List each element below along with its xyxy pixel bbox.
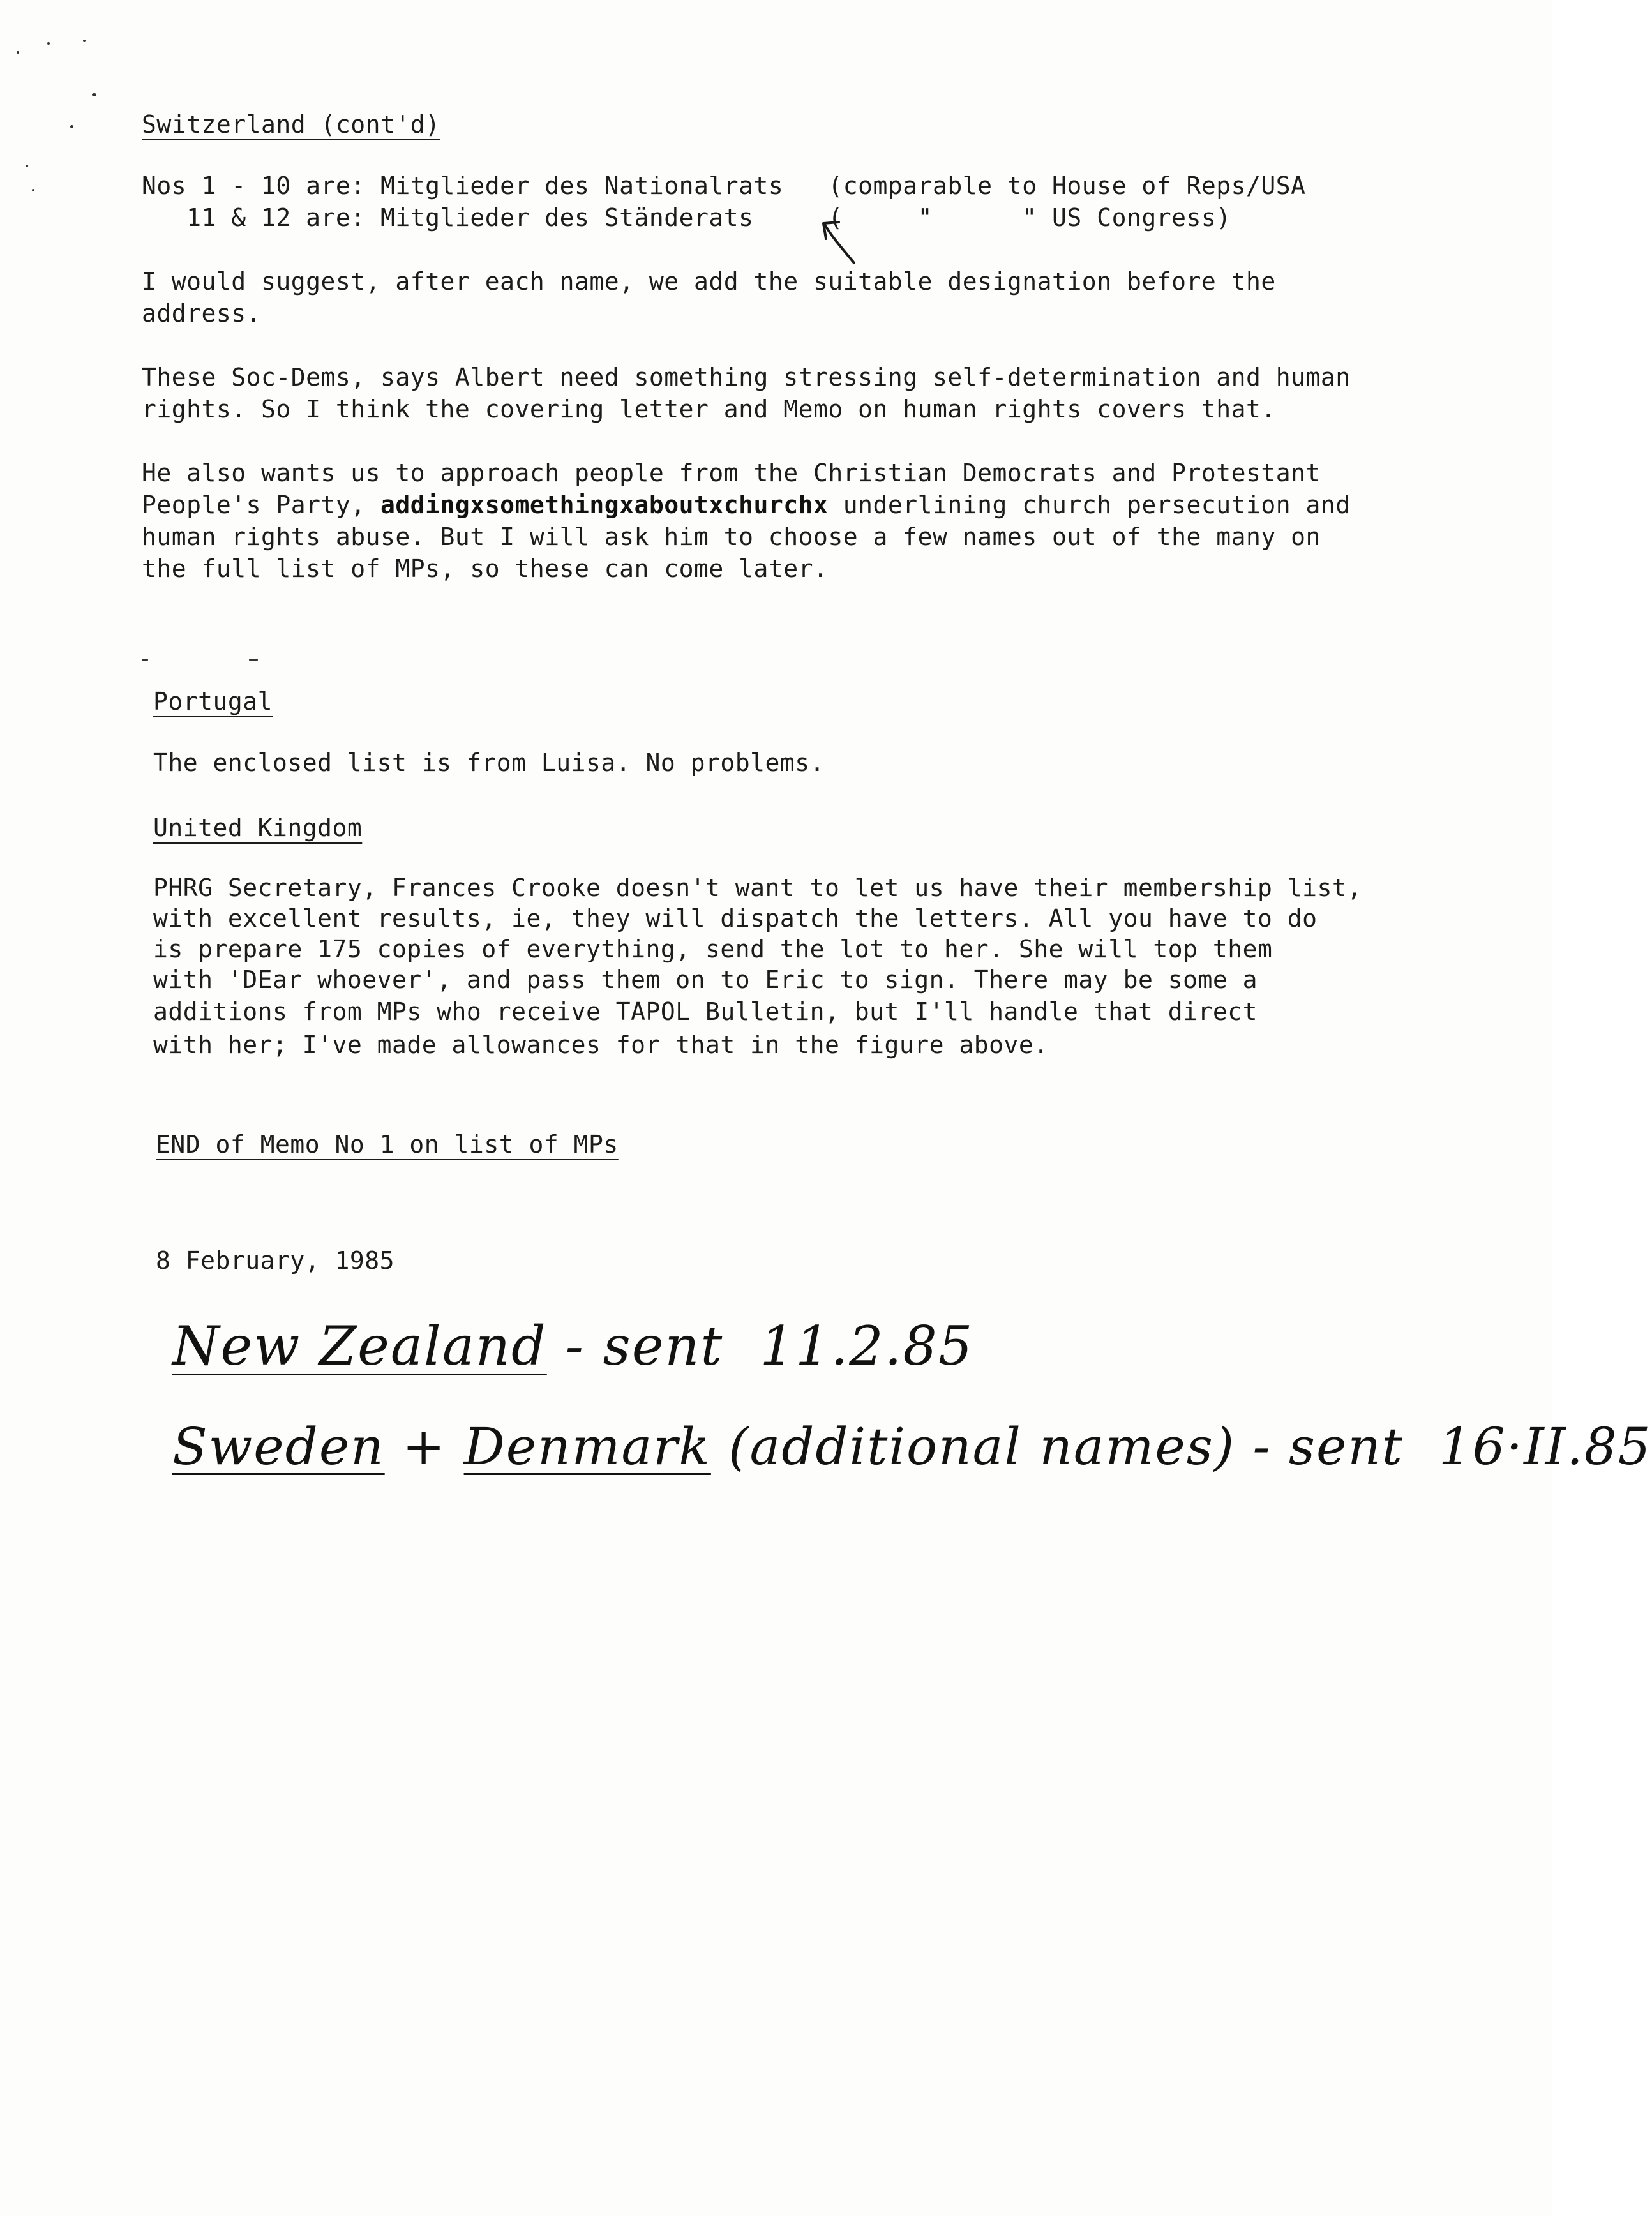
handwritten-note-new-zealand xyxy=(172,1315,973,1377)
uk-line-2: with excellent results, ie, they will dispatch the letters. All you have to do xyxy=(153,904,1318,932)
heading-united-kingdom: United Kingdom xyxy=(153,814,363,842)
ink-speck xyxy=(249,659,258,661)
handwritten-text: (additional names) - sent 16·II.85 xyxy=(710,1417,1652,1476)
memo-date: 8 February, 1985 xyxy=(156,1246,395,1275)
handwritten-label: Denmark xyxy=(463,1417,711,1476)
paragraph-christian-line-2 xyxy=(142,489,1351,521)
ink-speck xyxy=(47,42,50,45)
uk-line-5: additions from MPs who receive TAPOL Bulletin, but I'll handle that direct xyxy=(153,998,1258,1026)
heading-switzerland: Switzerland (cont'd) xyxy=(142,110,440,138)
end-of-memo: END of Memo No 1 on list of MPs xyxy=(156,1130,619,1158)
ink-speck xyxy=(142,659,148,661)
paragraph-suggest-line-1: I would suggest, after each name, we add the suitable designation before the xyxy=(142,267,1276,296)
ink-speck xyxy=(83,40,86,42)
heading-portugal: Portugal xyxy=(153,687,273,715)
ink-speck xyxy=(17,51,19,54)
handwritten-text: - sent 11.2.85 xyxy=(546,1315,974,1377)
line-text: underlining church persecution and xyxy=(828,491,1351,519)
paragraph-christian-line-1: He also wants us to approach people from the Christian Democrats and Protestant xyxy=(142,459,1321,487)
paragraph-suggest-line-2: address. xyxy=(142,299,262,327)
paragraph-socdems-line-1: These Soc-Dems, says Albert need something stressing self-determination and human xyxy=(142,363,1351,391)
ink-speck xyxy=(26,165,28,167)
paragraph-socdems-line-2: rights. So I think the covering letter and Memo on human rights covers that. xyxy=(142,395,1276,423)
uk-line-4: with 'DEar whoever', and pass them on to Eric to sign. There may be some a xyxy=(153,966,1258,994)
line-text: People's Party, xyxy=(142,491,381,519)
handwritten-arrow-icon xyxy=(817,211,881,274)
handwritten-note-sweden-denmark xyxy=(172,1417,1652,1476)
uk-line-6: with her; I've made allowances for that in the figure above. xyxy=(153,1031,1049,1059)
struck-out-text: addingxsomethingxaboutxchurchx xyxy=(380,491,829,519)
ink-speck xyxy=(32,189,34,191)
ink-speck xyxy=(92,93,96,96)
uk-line-3: is prepare 175 copies of everything, send the lot to her. She will top them xyxy=(153,935,1273,963)
handwritten-label: Sweden xyxy=(172,1417,385,1476)
handwritten-text: + xyxy=(384,1417,464,1476)
nos-line-2: 11 & 12 are: Mitglieder des Ständerats ( " " US Congress) xyxy=(142,204,1231,232)
paragraph-christian-line-4: the full list of MPs, so these can come later. xyxy=(142,555,829,583)
handwritten-label: New Zealand xyxy=(172,1315,547,1377)
uk-line-1: PHRG Secretary, Frances Crooke doesn't want to let us have their membership list, xyxy=(153,874,1362,902)
portugal-text: The enclosed list is from Luisa. No problems. xyxy=(153,749,825,777)
paragraph-christian-line-3: human rights abuse. But I will ask him to choose a few names out of the many on xyxy=(142,523,1321,551)
nos-line-1: Nos 1 - 10 are: Mitglieder des Nationalrats (comparable to House of Reps/USA xyxy=(142,172,1306,200)
ink-speck xyxy=(70,125,73,128)
